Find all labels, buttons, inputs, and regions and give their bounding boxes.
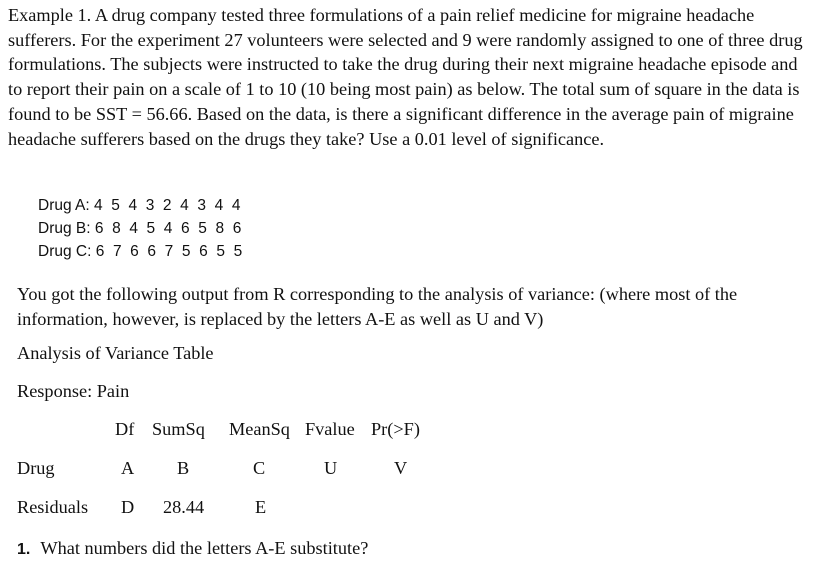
response-label: Response: Pain <box>17 381 130 401</box>
drug-meansq: C <box>253 458 266 478</box>
header-df: Df <box>115 419 135 439</box>
drug-data-list <box>38 194 242 263</box>
drug-pr: V <box>394 458 408 478</box>
drug-fvalue: U <box>324 458 338 478</box>
drug-row-label: Drug <box>17 458 55 478</box>
r-output-description: You got the following output from R corresponding to the analysis of variance: (where most of the information, however, is replaced by the letters A-E as well as U and V) <box>17 284 738 329</box>
header-sumsq: SumSq <box>152 419 205 439</box>
residuals-sumsq: 28.44 <box>163 497 205 517</box>
question-1 <box>17 536 368 562</box>
header-meansq: MeanSq <box>229 419 290 439</box>
residuals-meansq: E <box>255 497 267 517</box>
question-number: 1. <box>17 541 31 558</box>
anova-table-title: Analysis of Variance Table <box>17 343 214 363</box>
drug-sumsq: B <box>177 458 190 478</box>
drug-a-data: Drug A: 4 5 4 3 2 4 3 4 4 <box>38 197 241 214</box>
header-pr: Pr(>F) <box>371 419 420 439</box>
drug-c-data: Drug C: 6 7 6 6 7 5 6 5 5 <box>38 243 243 260</box>
drug-df: A <box>121 458 135 478</box>
question-text: What numbers did the letters A-E substitute? <box>40 538 369 558</box>
anova-table <box>17 417 477 527</box>
problem-statement: Example 1. A drug company tested three formulations of a pain relief medicine for migraine headache sufferers. For the experiment 27 volunteers were selected and 9 were randomly assigned to one of three drug formulations. The subjects were instructed to take the drug during their next migraine headache episode and to report their pain on a scale of 1 to 10 (10 being most pain) as below. The total sum of square in the data is found to be SST = 56.66. Based on the data, is there a significant difference in the average pain of migraine headache sufferers based on the drugs they take? Use a 0.01 level of significance. <box>8 5 803 149</box>
drug-b-data: Drug B: 6 8 4 5 4 6 5 8 6 <box>38 220 242 237</box>
residuals-row-label: Residuals <box>17 497 89 517</box>
header-fvalue: Fvalue <box>305 419 355 439</box>
residuals-df: D <box>121 497 135 517</box>
